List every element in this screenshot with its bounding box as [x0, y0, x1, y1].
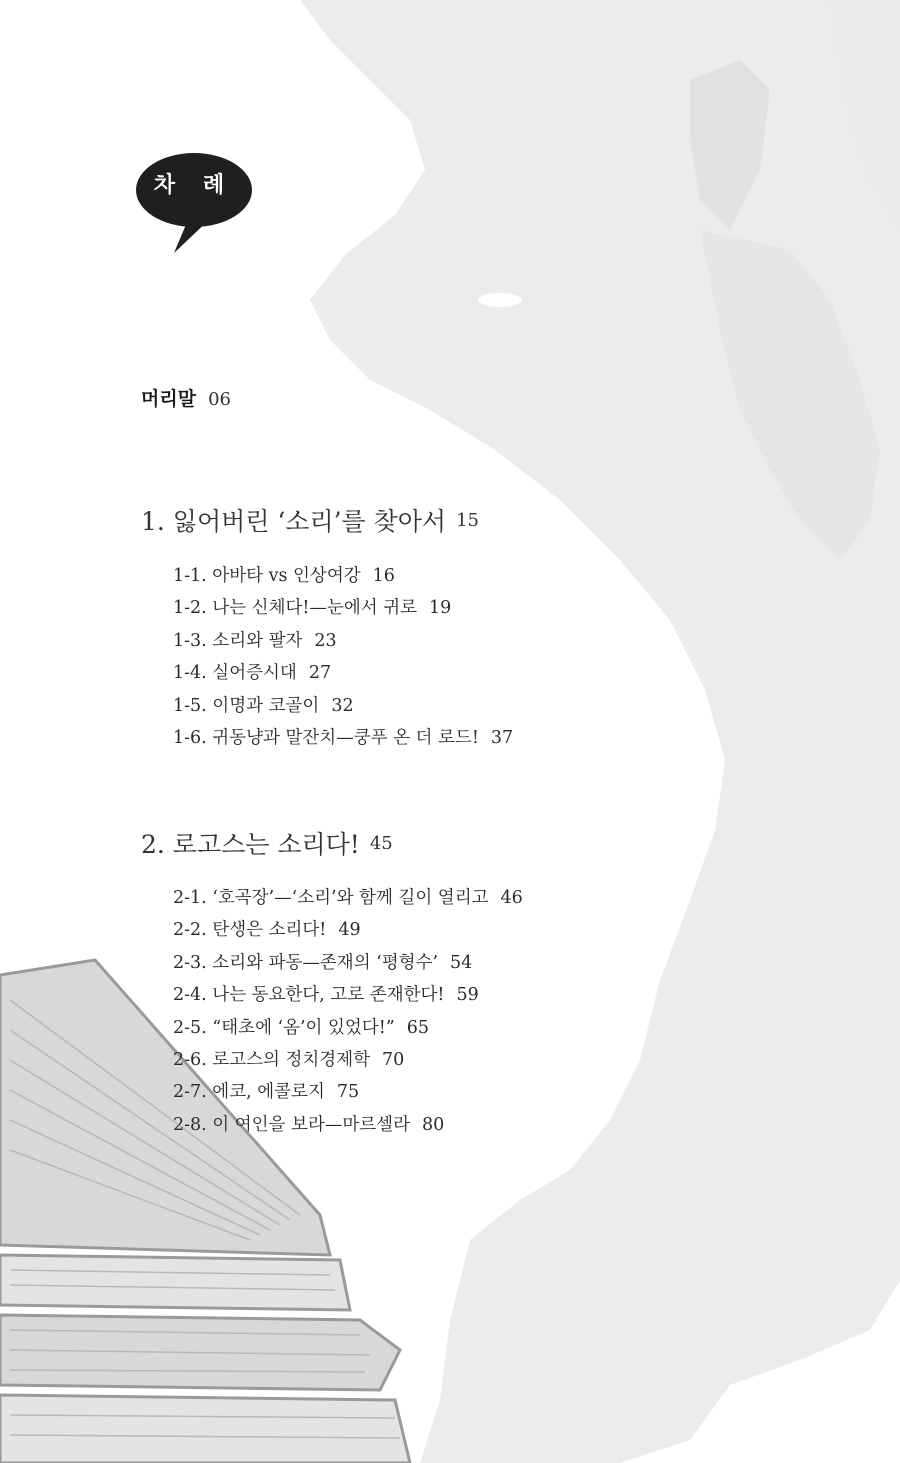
- entry-label: 1-2. 나는 신체다!—눈에서 귀로: [173, 598, 418, 619]
- entry-page: 32: [331, 695, 354, 716]
- entry-page: 23: [314, 630, 337, 651]
- chapter-title: 1. 잃어버린 ‘소리’를 찾아서: [141, 507, 447, 536]
- entry-page: 75: [336, 1082, 360, 1103]
- entry-label: 1-4. 실어증시대: [173, 663, 297, 684]
- entry-label: 1-5. 이명과 코골이: [173, 695, 320, 716]
- chapter-page: 15: [456, 510, 479, 531]
- entry-label: 2-1. ‘호곡장’—‘소리’와 함께 길이 열리고: [173, 888, 489, 908]
- toc-entry[interactable]: [173, 560, 513, 592]
- entry-label: 1-1. 아바타 vs 인상여강: [173, 566, 361, 586]
- entry-label: 2-8. 이 여인을 보라—마르셀라: [173, 1114, 410, 1135]
- entry-page: 70: [382, 1049, 405, 1070]
- toc-entry[interactable]: [173, 690, 513, 722]
- toc-entry[interactable]: [173, 1076, 523, 1108]
- entry-page: 46: [500, 888, 523, 908]
- toc-entry[interactable]: [173, 979, 523, 1011]
- entry-page: 49: [338, 920, 361, 941]
- preface-entry[interactable]: [141, 384, 231, 411]
- preface-label: 머리말: [141, 388, 197, 410]
- entry-label: 2-5. “태초에 ‘옴’이 있었다!”: [173, 1017, 395, 1038]
- entry-page: 37: [490, 727, 514, 748]
- entry-page: 54: [450, 952, 473, 973]
- entry-page: 27: [308, 663, 332, 684]
- toc-entry[interactable]: [173, 625, 513, 657]
- toc-entry[interactable]: [173, 1044, 523, 1076]
- chapter-2-heading[interactable]: [141, 825, 393, 861]
- toc-title: 차 례: [153, 173, 235, 198]
- toc-entry[interactable]: [173, 882, 523, 914]
- toc-entry[interactable]: [173, 1109, 523, 1141]
- chapter-title: 2. 로고스는 소리다!: [141, 830, 360, 859]
- toc-speech-bubble: [130, 145, 260, 260]
- entry-page: 65: [406, 1017, 430, 1038]
- entry-label: 2-6. 로고스의 정치경제학: [173, 1049, 371, 1070]
- toc-entry[interactable]: [173, 592, 513, 624]
- entry-label: 2-3. 소리와 파동—존재의 ‘평형수’: [173, 952, 439, 973]
- toc-entry[interactable]: [173, 947, 523, 979]
- entry-page: 19: [429, 598, 452, 619]
- entry-page: 80: [421, 1114, 445, 1135]
- chapter-1-sections: [173, 560, 513, 754]
- entry-label: 1-3. 소리와 팔자: [173, 630, 303, 651]
- toc-entry[interactable]: [173, 914, 523, 946]
- entry-label: 1-6. 귀동냥과 말잔치—쿵푸 온 더 로드!: [173, 727, 479, 748]
- entry-label: 2-2. 탄생은 소리다!: [173, 920, 327, 941]
- chapter-2-sections: [173, 882, 523, 1141]
- entry-label: 2-4. 나는 동요한다, 고로 존재한다!: [173, 985, 445, 1006]
- entry-label: 2-7. 에코, 에콜로지: [173, 1082, 325, 1103]
- toc-entry[interactable]: [173, 657, 513, 689]
- toc-entry[interactable]: [173, 1012, 523, 1044]
- entry-page: 59: [456, 985, 479, 1006]
- preface-page: 06: [208, 389, 231, 410]
- toc-entry[interactable]: [173, 722, 513, 754]
- chapter-page: 45: [369, 833, 393, 854]
- entry-page: 16: [372, 566, 395, 586]
- chapter-1-heading[interactable]: [141, 502, 479, 538]
- ink-wash-spot: [478, 293, 522, 307]
